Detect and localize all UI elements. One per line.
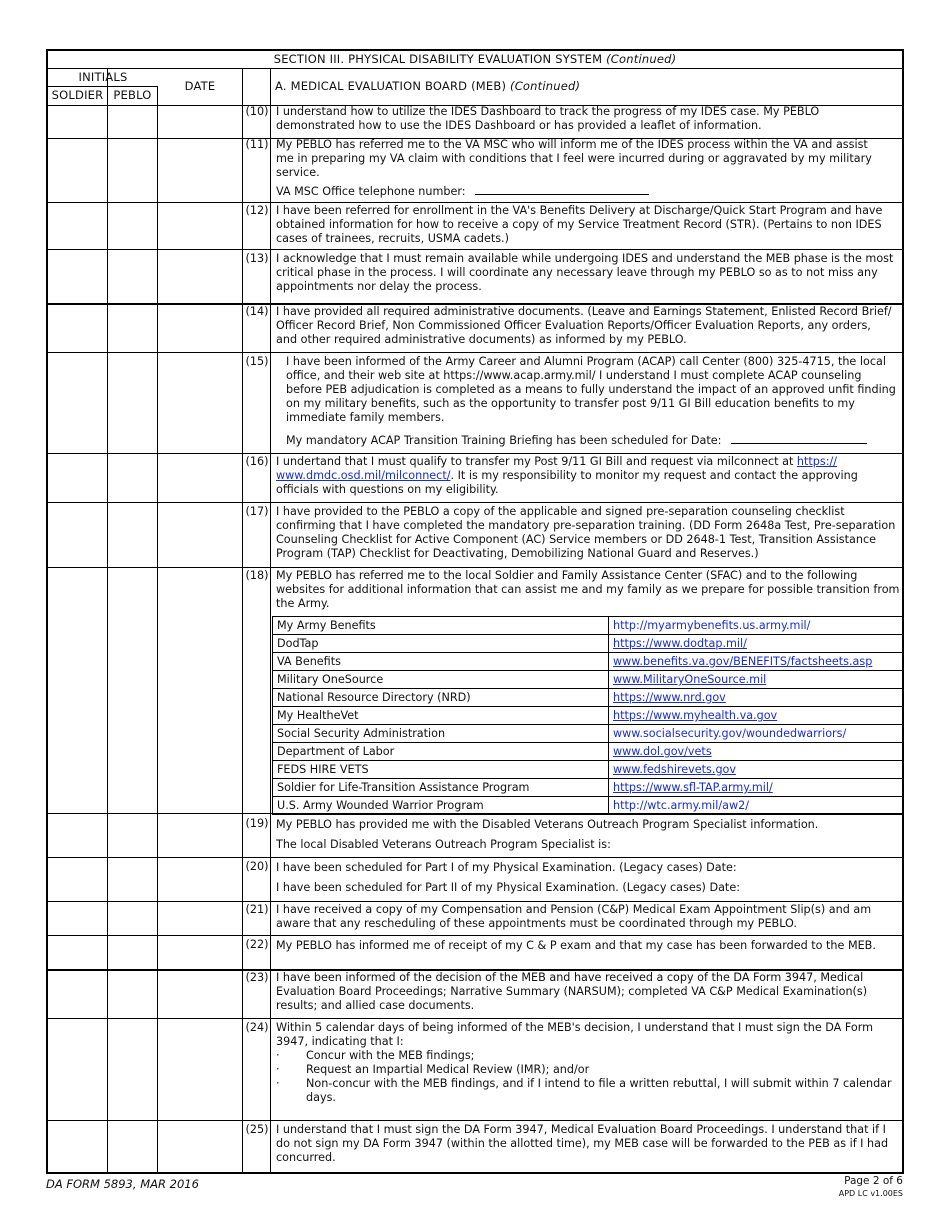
item-line: and other required administrative documents) as informed by my PEBLO. bbox=[276, 333, 687, 346]
bullet: · bbox=[276, 1077, 280, 1090]
subsection-title-text: A. MEDICAL EVALUATION BOARD (MEB) bbox=[275, 79, 507, 93]
resource-url-cell bbox=[609, 707, 904, 725]
item-text bbox=[276, 1123, 900, 1165]
resource-url-cell bbox=[609, 797, 904, 815]
soldier-header: SOLDIER bbox=[51, 88, 104, 102]
section-title bbox=[48, 52, 902, 66]
item-number: (24) bbox=[245, 1021, 269, 1034]
resource-row bbox=[273, 743, 904, 761]
item-line: I have been scheduled for Part I of my Physical Examination. (Legacy cases) Date: bbox=[276, 861, 737, 874]
item-text bbox=[276, 105, 900, 133]
item-line: me in preparing my VA claim with conditions that I feel were incurred during or aggravated by my military bbox=[276, 152, 872, 165]
item-text bbox=[276, 971, 900, 1013]
resource-row bbox=[273, 779, 904, 797]
resource-url-cell bbox=[609, 635, 904, 653]
item-text bbox=[276, 305, 900, 347]
bullet: · bbox=[276, 1049, 280, 1062]
item-number: (11) bbox=[245, 138, 269, 151]
resource-name: Social Security Administration bbox=[273, 725, 609, 743]
resource-row bbox=[273, 653, 904, 671]
item-line: I understand how to utilize the IDES Dashboard to track the progress of my IDES case. My PEBLO bbox=[276, 105, 820, 118]
item-text bbox=[276, 505, 900, 561]
resource-link[interactable]: http://myarmybenefits.us.army.mil/ bbox=[613, 619, 811, 632]
item-number: (21) bbox=[245, 903, 269, 916]
row-divider bbox=[48, 567, 902, 568]
row-divider bbox=[48, 202, 902, 203]
item-line: My PEBLO has referred me to the VA MSC who will inform me of the IDES process within the VA and assist bbox=[276, 138, 868, 151]
item-number: (13) bbox=[245, 252, 269, 265]
row-divider bbox=[48, 502, 902, 503]
resource-link[interactable]: https://www.dodtap.mil/ bbox=[613, 637, 747, 650]
item-line: cases of trainees, recruits, USMA cadets.) bbox=[276, 232, 509, 245]
va-msc-phone-field[interactable] bbox=[475, 183, 649, 195]
item-number: (23) bbox=[245, 971, 269, 984]
resource-table bbox=[272, 616, 904, 813]
row-divider bbox=[48, 1018, 902, 1019]
item-number: (20) bbox=[245, 860, 269, 873]
item-number: (17) bbox=[245, 505, 269, 518]
item-text bbox=[276, 939, 900, 953]
col-divider bbox=[242, 69, 243, 1172]
resource-url-cell bbox=[609, 725, 904, 743]
item-number: (16) bbox=[245, 455, 269, 468]
item-text bbox=[276, 818, 900, 852]
item-text bbox=[276, 204, 900, 246]
item-line: before PEB adjudication is completed as a means to fully understand the impact of an approved unfit finding bbox=[286, 383, 896, 396]
resource-row bbox=[273, 761, 904, 779]
row-divider bbox=[48, 249, 902, 250]
item-line: Evaluation Board Proceedings; Narrative Summary (NARSUM); completed VA C&P Medical Examination(s) bbox=[276, 985, 868, 998]
item-number: (15) bbox=[245, 355, 269, 368]
resource-url-cell bbox=[609, 671, 904, 689]
resource-link[interactable]: https://www.myhealth.va.gov bbox=[613, 709, 778, 722]
resource-link[interactable]: www.fedshirevets.gov bbox=[613, 763, 737, 776]
form-page bbox=[46, 49, 904, 1174]
item-line: I undertand that I must qualify to transfer my Post 9/11 GI Bill and request via milconnect at bbox=[276, 455, 797, 468]
item-text bbox=[276, 138, 900, 199]
resource-row bbox=[273, 617, 904, 635]
item-line: I acknowledge that I must remain available while undergoing IDES and understand the MEB phase is the most bbox=[276, 252, 894, 265]
resource-name: Soldier for Life-Transition Assistance Program bbox=[273, 779, 609, 797]
item-line: aware that any rescheduling of these appointments must be coordinated through my PEBLO. bbox=[276, 917, 797, 930]
item-line: concurred. bbox=[276, 1151, 336, 1164]
item-line: appointments nor delay the process. bbox=[276, 280, 482, 293]
row-divider bbox=[48, 68, 902, 69]
item-text bbox=[276, 455, 900, 497]
resource-name: My HealtheVet bbox=[273, 707, 609, 725]
item-line: I have been informed of the Army Career and Alumni Program (ACAP) call Center (800) 325-4715, the local bbox=[286, 355, 886, 368]
resource-name: DodTap bbox=[273, 635, 609, 653]
item-line: My PEBLO has provided me with the Disabled Veterans Outreach Program Specialist information. bbox=[276, 818, 819, 831]
item-text bbox=[276, 903, 900, 931]
initials-header: INITIALS bbox=[78, 70, 128, 84]
bullet-text: Non-concur with the MEB findings, and if I intend to file a written rebuttal, I will submit within 7 calendar bbox=[306, 1077, 892, 1090]
row-divider bbox=[48, 1120, 902, 1121]
item-line: Program (TAP) Checklist for Deactivating, Demobilizing National Guard and Reserves.) bbox=[276, 547, 759, 560]
section-title-text: SECTION III. PHYSICAL DISABILITY EVALUATION SYSTEM bbox=[273, 52, 603, 66]
resource-link[interactable]: www.socialsecurity.gov/woundedwarriors/ bbox=[613, 727, 847, 740]
milconnect-link[interactable]: www.dmdc.osd.mil/milconnect/ bbox=[276, 469, 451, 482]
item-line: My PEBLO has informed me of receipt of my C & P exam and that my case has been forwarded to the MEB. bbox=[276, 939, 876, 952]
field-label: My mandatory ACAP Transition Training Briefing has been scheduled for Date: bbox=[286, 434, 722, 447]
resource-link[interactable]: https://www.sfl-TAP.army.mil/ bbox=[613, 781, 773, 794]
col-divider bbox=[270, 69, 271, 1172]
resource-row bbox=[273, 725, 904, 743]
subsection-title-suffix: (Continued) bbox=[510, 79, 581, 93]
row-divider bbox=[48, 857, 902, 858]
bullet: · bbox=[276, 1063, 280, 1076]
resource-row bbox=[273, 797, 904, 815]
item-line: Counseling Checklist for Active Component (AC) Service members or DD 2648-1 Test, Transition Assistance bbox=[276, 533, 877, 546]
item-line: I have provided to the PEBLO a copy of the applicable and signed pre-separation counseling checklist bbox=[276, 505, 845, 518]
resource-url-cell bbox=[609, 689, 904, 707]
resource-link[interactable]: http://wtc.army.mil/aw2/ bbox=[613, 799, 750, 812]
item-line: results; and allied case documents. bbox=[276, 999, 475, 1012]
item-number: (22) bbox=[245, 938, 269, 951]
row-divider bbox=[48, 901, 902, 902]
item-number: (14) bbox=[245, 305, 269, 318]
form-version: APD LC v1.00ES bbox=[838, 1189, 903, 1198]
item-line: I have been referred for enrollment in the VA's Benefits Delivery at Discharge/Quick Start Program and have bbox=[276, 204, 883, 217]
date-header: DATE bbox=[184, 79, 216, 93]
item-line: confirming that I have completed the mandatory pre-separation training. (DD Form 2648a Test, Pre-separation bbox=[276, 519, 896, 532]
field-label: VA MSC Office telephone number: bbox=[276, 185, 466, 198]
item-line: . It is my responsibility to monitor my request and contact the approving bbox=[450, 469, 858, 482]
item-line: websites for additional information that can assist me and my family as we prepare for possible transition from bbox=[276, 583, 900, 596]
item-line: The local Disabled Veterans Outreach Program Specialist is: bbox=[276, 838, 611, 851]
resource-row bbox=[273, 635, 904, 653]
item-line: I understand that I must sign the DA Form 3947, Medical Evaluation Board Proceedings. I understand that if I bbox=[276, 1123, 886, 1136]
item-line: My PEBLO has referred me to the local Soldier and Family Assistance Center (SFAC) and to the following bbox=[276, 569, 858, 582]
item-line: demonstrated how to use the IDES Dashboard or has provided a leaflet of information. bbox=[276, 119, 762, 132]
item-text bbox=[276, 1021, 900, 1105]
item-line: the Army. bbox=[276, 597, 330, 610]
resource-name: FEDS HIRE VETS bbox=[273, 761, 609, 779]
bullet-text: Concur with the MEB findings; bbox=[306, 1049, 475, 1062]
resource-url-cell bbox=[609, 653, 904, 671]
item-line: do not sign my DA Form 3947 (within the allotted time), my MEB case will be forwarded to the PEB as if I had bbox=[276, 1137, 889, 1150]
item-line: immediate family members. bbox=[286, 411, 445, 424]
row-divider bbox=[48, 453, 902, 454]
form-id: DA FORM 5893, MAR 2016 bbox=[46, 1177, 199, 1191]
item-number: (25) bbox=[245, 1123, 269, 1136]
resource-url-cell bbox=[609, 743, 904, 761]
item-line: service. bbox=[276, 166, 320, 179]
resource-name: My Army Benefits bbox=[273, 617, 609, 635]
bullet-text: Request an Impartial Medical Review (IMR); and/or bbox=[306, 1063, 590, 1076]
item-text bbox=[276, 252, 900, 294]
resource-url-cell bbox=[609, 779, 904, 797]
resource-name: U.S. Army Wounded Warrior Program bbox=[273, 797, 609, 815]
item-line: obtained information for how to receive a copy of my Service Treatment Record (STR). (Pertains to non IDES bbox=[276, 218, 882, 231]
bullet-text: days. bbox=[306, 1091, 336, 1104]
item-line: Officer Record Brief, Non Commissioned Officer Evaluation Reports/Officer Evaluation Reports, any orders, bbox=[276, 319, 871, 332]
resource-row bbox=[273, 707, 904, 725]
item-line: office, and their web site at https://www.acap.army.mil/ I understand I must complete ACAP counseling bbox=[286, 369, 862, 382]
acap-briefing-date-field[interactable] bbox=[731, 432, 867, 444]
item-line: officials with questions on my eligibility. bbox=[276, 483, 499, 496]
resource-name: Military OneSource bbox=[273, 671, 609, 689]
item-line: I have been informed of the decision of the MEB and have received a copy of the DA Form 3947, Medical bbox=[276, 971, 864, 984]
item-text bbox=[286, 355, 900, 448]
item-number: (18) bbox=[245, 569, 269, 582]
item-number: (12) bbox=[245, 204, 269, 217]
item-number: (10) bbox=[245, 105, 269, 118]
item-text bbox=[276, 861, 900, 895]
resource-url-cell bbox=[609, 617, 904, 635]
page-number: Page 2 of 6 bbox=[844, 1175, 903, 1187]
row-divider bbox=[48, 935, 902, 936]
item-line: critical phase in the process. I will coordinate any necessary leave through my PEBLO so as to not miss any bbox=[276, 266, 878, 279]
peblo-header: PEBLO bbox=[113, 88, 152, 102]
item-line: I have provided all required administrative documents. (Leave and Earnings Statement, Enlisted Record Brief/ bbox=[276, 305, 892, 318]
resource-link[interactable]: www.MilitaryOneSource.mil bbox=[613, 673, 767, 686]
resource-name: National Resource Directory (NRD) bbox=[273, 689, 609, 707]
resource-name: Department of Labor bbox=[273, 743, 609, 761]
item-line: on my military benefits, such as the opportunity to transfer post 9/11 GI Bill education benefits to my bbox=[286, 397, 855, 410]
col-divider bbox=[107, 69, 108, 1172]
item-line: 3947, indicating that I: bbox=[276, 1035, 404, 1048]
item-line: I have received a copy of my Compensation and Pension (C&P) Medical Exam Appointment Slip(s) and am bbox=[276, 903, 872, 916]
resource-row bbox=[273, 671, 904, 689]
item-line: I have been scheduled for Part II of my Physical Examination. (Legacy cases) Date: bbox=[276, 881, 740, 894]
resource-url-cell bbox=[609, 761, 904, 779]
row-divider bbox=[48, 352, 902, 353]
subsection-title bbox=[275, 79, 580, 93]
item-number: (19) bbox=[245, 817, 269, 830]
milconnect-link[interactable]: https:// bbox=[796, 455, 838, 468]
resource-link[interactable]: www.dol.gov/vets bbox=[613, 745, 712, 758]
section-title-suffix: (Continued) bbox=[606, 52, 677, 66]
resource-name: VA Benefits bbox=[273, 653, 609, 671]
resource-row bbox=[273, 689, 904, 707]
item-line: Within 5 calendar days of being informed of the MEB's decision, I understand that I must sign the DA Form bbox=[276, 1021, 874, 1034]
resource-link[interactable]: https://www.nrd.gov bbox=[613, 691, 726, 704]
item-text bbox=[276, 569, 900, 611]
resource-link[interactable]: www.benefits.va.gov/BENEFITS/factsheets.asp bbox=[613, 655, 873, 668]
row-divider bbox=[48, 86, 158, 87]
